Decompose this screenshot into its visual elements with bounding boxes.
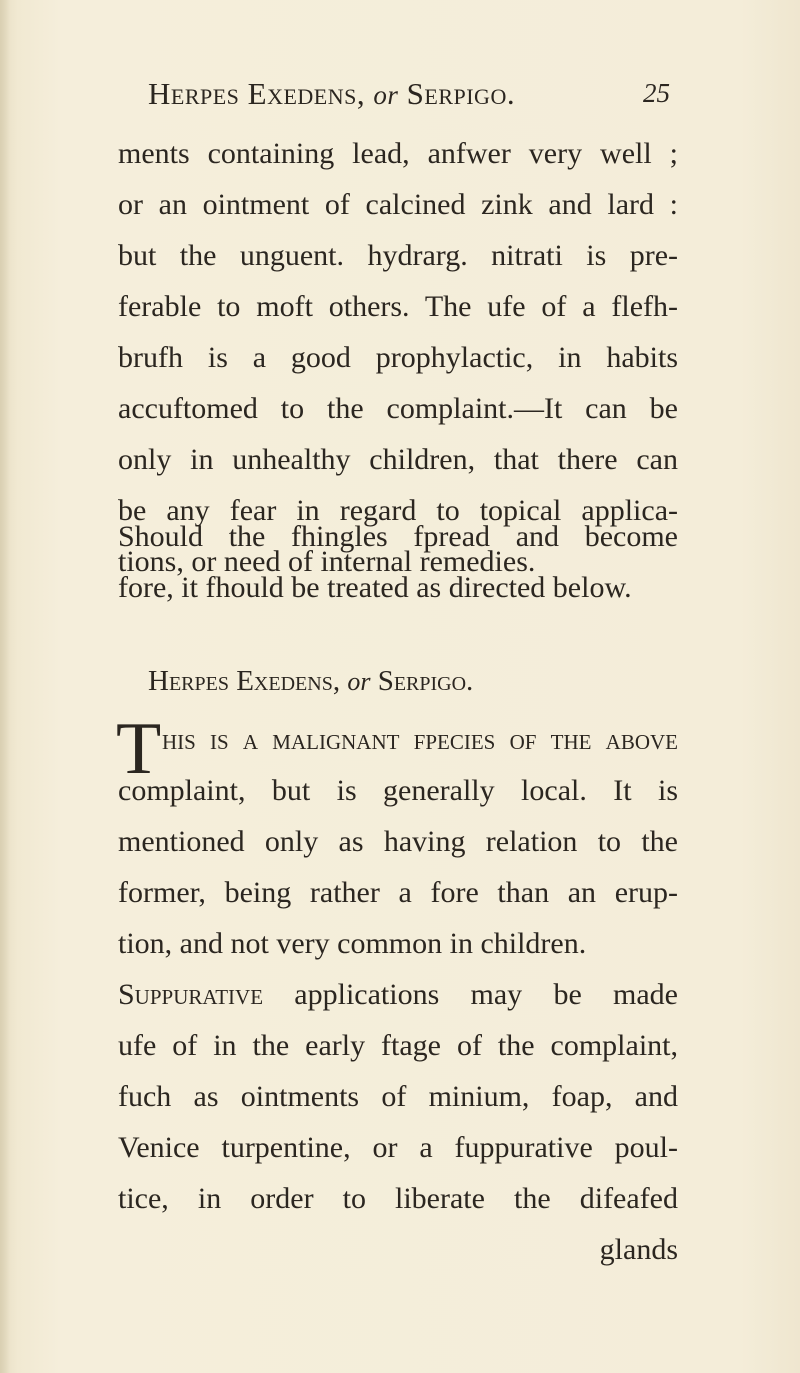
section-heading-or: or [347, 667, 371, 696]
text-line: brufh is a good prophylactic, in habits [118, 341, 678, 374]
paragraph-4 [118, 969, 678, 1275]
text-line: be any fear in regard to topical applica- [118, 494, 678, 527]
text-line: Should the fhingles fpread and become [118, 520, 678, 553]
text-line: ments containing lead, anfwer very well ; [118, 137, 678, 170]
text-line: tion, and not very common in children. [118, 927, 587, 960]
first-line-text: applications may be made [263, 978, 678, 1011]
text-line: fore, it fhould be treated as directed below. [118, 571, 632, 604]
text-line: only in unhealthy children, that there can [118, 443, 678, 476]
text-line: ufe of in the early ftage of the complaint, [118, 1029, 678, 1062]
running-head [148, 76, 688, 116]
first-line-text: his is a malignant fpecies of the above [162, 723, 678, 756]
page-number: 25 [643, 78, 670, 108]
text-line: Venice turpentine, or a fuppurative poul- [118, 1131, 678, 1164]
running-head-title-part1: Herpes Exedens, [148, 76, 374, 111]
running-head-or: or [373, 80, 399, 110]
text-line: former, being rather a fore than an erup- [118, 876, 678, 909]
catchword: glands [599, 1233, 678, 1266]
running-head-title-part2: Serpigo. [398, 76, 516, 111]
text-line: fuch as ointments of minium, foap, and [118, 1080, 678, 1113]
page-gutter-shadow [0, 0, 10, 1373]
section-heading-part2: Serpigo. [370, 665, 474, 697]
paragraph-3 [116, 708, 678, 969]
text-line: tions, or need of internal remedies. [118, 545, 536, 578]
text-line-first [118, 714, 678, 765]
lead-word: Suppurative [118, 978, 264, 1011]
section-heading-part1: Herpes Exedens, [148, 665, 348, 697]
text-line: mentioned only as having relation to the [118, 825, 678, 858]
drop-cap: T [116, 708, 162, 790]
text-line: complaint, but is generally local. It is [118, 774, 678, 807]
text-line: tice, in order to liberate the difeafed [118, 1182, 678, 1215]
text-line: accuftomed to the complaint.—It can be [118, 392, 678, 425]
text-line: but the unguent. hydrarg. nitrati is pre- [118, 239, 678, 272]
section-heading [148, 665, 668, 698]
text-line: ferable to moft others. The ufe of a flefh- [118, 290, 678, 323]
text-line: or an ointment of calcined zink and lard : [118, 188, 678, 221]
text-line-first [118, 969, 678, 1020]
paragraph-2-lines [118, 511, 678, 613]
